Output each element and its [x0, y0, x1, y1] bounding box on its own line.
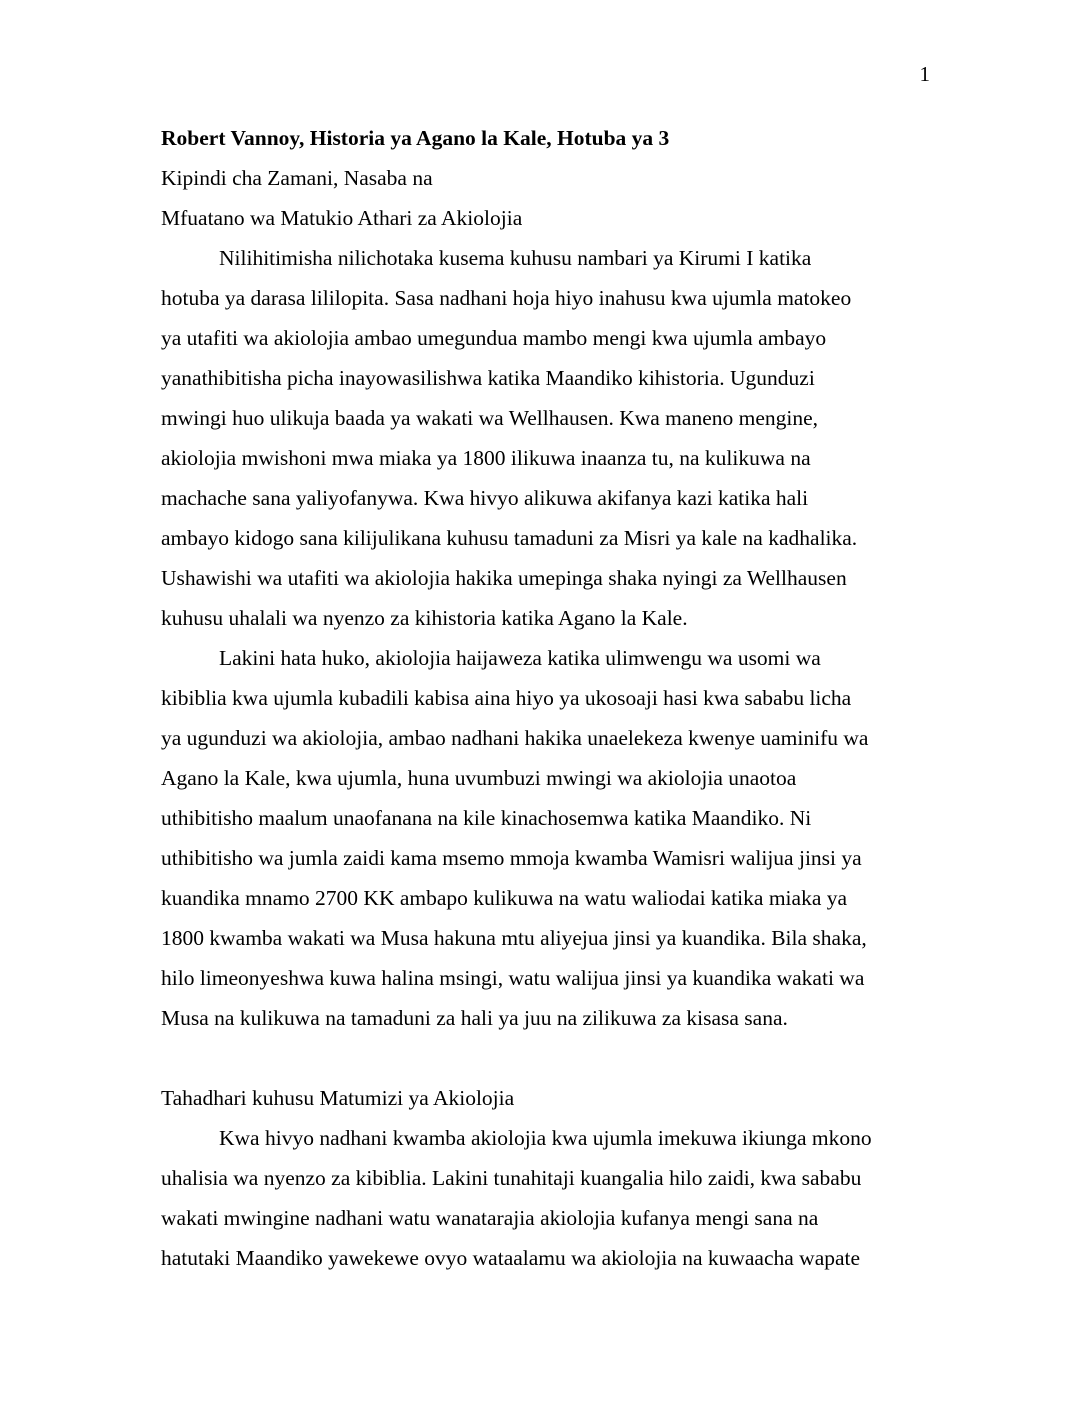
- text-line: wakati mwingine nadhani watu wanatarajia akiolojia kufanya mengi sana na: [161, 1206, 819, 1230]
- document-subtitle: [161, 158, 961, 238]
- text-line: hatutaki Maandiko yawekewe ovyo wataalamu wa akiolojia na kuwaacha wapate: [161, 1246, 861, 1270]
- text-line: ya utafiti wa akiolojia ambao umegundua mambo mengi kwa ujumla ambayo: [161, 326, 827, 350]
- text-line: kibiblia kwa ujumla kubadili kabisa aina hiyo ya ukosoaji hasi kwa sababu licha: [161, 686, 852, 710]
- subtitle-line: Mfuatano wa Matukio Athari za Akiolojia: [161, 206, 523, 230]
- text-line: machache sana yaliyofanywa. Kwa hivyo alikuwa akifanya kazi katika hali: [161, 486, 809, 510]
- text-line: yanathibitisha picha inayowasilishwa katika Maandiko kihistoria. Ugunduzi: [161, 366, 815, 390]
- text-line: ambayo kidogo sana kilijulikana kuhusu tamaduni za Misri ya kale na kadhalika.: [161, 526, 858, 550]
- text-line: uhalisia wa nyenzo za kibiblia. Lakini tunahitaji kuangalia hilo zaidi, kwa sababu: [161, 1166, 862, 1190]
- text-line: akiolojia mwishoni mwa miaka ya 1800 ilikuwa inaanza tu, na kulikuwa na: [161, 446, 811, 470]
- page-number: 1: [919, 62, 930, 86]
- text-line: hilo limeonyeshwa kuwa halina msingi, watu walijua jinsi ya kuandika wakati wa: [161, 966, 865, 990]
- document-body: [161, 118, 961, 1278]
- text-line: uthibitisho wa jumla zaidi kama msemo mmoja kwamba Wamisri walijua jinsi ya: [161, 846, 862, 870]
- paragraph: [161, 238, 961, 638]
- text-line: kuhusu uhalali wa nyenzo za kihistoria katika Agano la Kale.: [161, 606, 688, 630]
- text-line: Lakini hata huko, akiolojia haijaweza katika ulimwengu wa usomi wa: [219, 646, 821, 670]
- text-line: mwingi huo ulikuja baada ya wakati wa Wellhausen. Kwa maneno mengine,: [161, 406, 819, 430]
- section-heading-text: Tahadhari kuhusu Matumizi ya Akiolojia: [161, 1086, 515, 1110]
- text-line: 1800 kwamba wakati wa Musa hakuna mtu aliyejua jinsi ya kuandika. Bila shaka,: [161, 926, 867, 950]
- section-heading: [161, 1078, 961, 1118]
- text-line: Kwa hivyo nadhani kwamba akiolojia kwa ujumla imekuwa ikiunga mkono: [219, 1126, 872, 1150]
- text-line: Ushawishi wa utafiti wa akiolojia hakika umepinga shaka nyingi za Wellhausen: [161, 566, 847, 590]
- document-content: [161, 238, 961, 1278]
- text-line: Musa na kulikuwa na tamaduni za hali ya juu na zilikuwa za kisasa sana.: [161, 1006, 788, 1030]
- text-line: Nilihitimisha nilichotaka kusema kuhusu nambari ya Kirumi I katika: [219, 246, 812, 270]
- subtitle-line: Kipindi cha Zamani, Nasaba na: [161, 166, 433, 190]
- text-line: Agano la Kale, kwa ujumla, huna uvumbuzi mwingi wa akiolojia unaotoa: [161, 766, 797, 790]
- text-line: hotuba ya darasa lililopita. Sasa nadhani hoja hiyo inahusu kwa ujumla matokeo: [161, 286, 852, 310]
- paragraph: [161, 1118, 961, 1278]
- paragraph: [161, 638, 961, 1038]
- document-title: Robert Vannoy, Historia ya Agano la Kale, Hotuba ya 3: [161, 126, 670, 150]
- text-line: ya ugunduzi wa akiolojia, ambao nadhani hakika unaelekeza kwenye uaminifu wa: [161, 726, 869, 750]
- text-line: uthibitisho maalum unaofanana na kile kinachosemwa katika Maandiko. Ni: [161, 806, 812, 830]
- text-line: kuandika mnamo 2700 KK ambapo kulikuwa na watu waliodai katika miaka ya: [161, 886, 848, 910]
